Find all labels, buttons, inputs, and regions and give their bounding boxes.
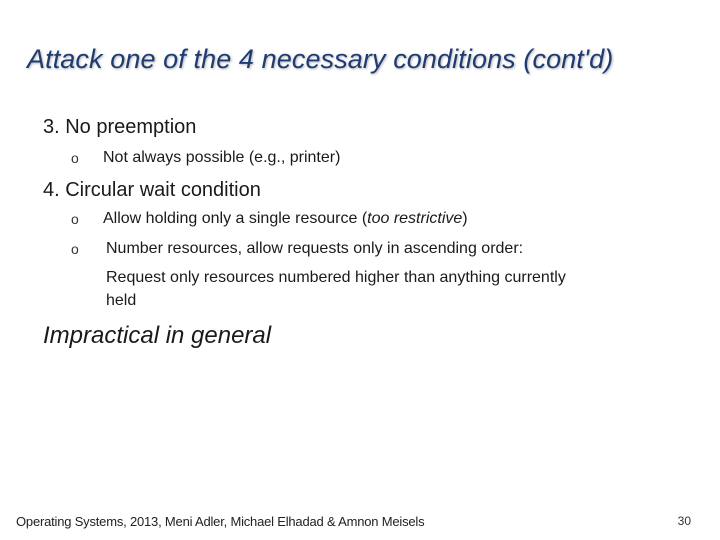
subitem-text: Allow holding only a single resource ( [103, 210, 368, 227]
subitem-single-resource [103, 210, 468, 228]
subitem-italic-text: too restrictive [367, 210, 463, 227]
page-number: 30 [677, 514, 691, 528]
bullet-marker: o [71, 150, 79, 166]
summary-text: Impractical in general [43, 322, 272, 349]
item-no-preemption: 3. No preemption [43, 116, 197, 138]
subitem-number-resources-line3: held [106, 292, 137, 309]
bullet-marker: o [71, 241, 79, 257]
subitem-number-resources-line2: Request only resources numbered higher than anything currently [106, 269, 566, 286]
item-circular-wait: 4. Circular wait condition [43, 179, 261, 201]
subitem-not-always-possible: Not always possible (e.g., printer) [103, 149, 341, 166]
slide-title: Attack one of the 4 necessary conditions (cont'd) [27, 44, 614, 74]
subitem-text: ) [462, 210, 468, 227]
bullet-marker: o [71, 211, 79, 227]
footer-text: Operating Systems, 2013, Meni Adler, Michael Elhadad & Amnon Meisels [16, 514, 425, 529]
subitem-number-resources-line1: Number resources, allow requests only in ascending order: [106, 240, 524, 257]
